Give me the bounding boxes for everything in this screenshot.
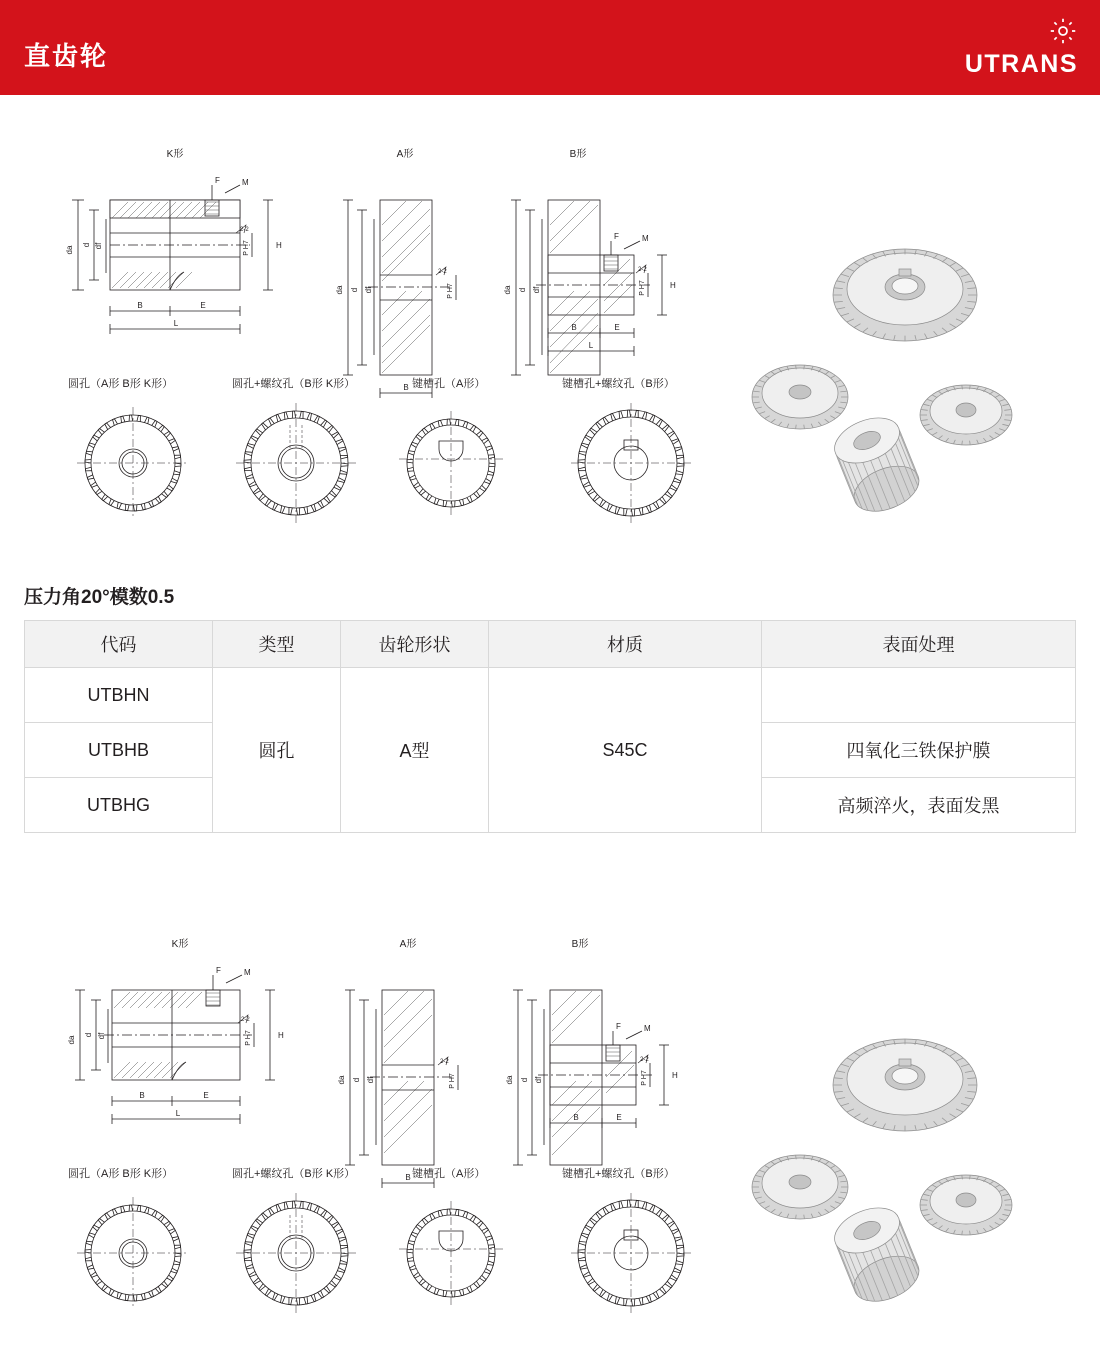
- svg-text:L: L: [175, 1109, 181, 1118]
- svg-text:H: H: [278, 1031, 284, 1040]
- gear-face-3-top: [399, 411, 503, 515]
- table-header-row: [25, 621, 1076, 668]
- gear-face-2-top: [236, 403, 356, 523]
- svg-text:P H7: P H7: [449, 1073, 456, 1089]
- gear-photo-cluster-bottom: [752, 1039, 1012, 1310]
- svg-text:B: B: [403, 383, 409, 392]
- svg-text:F: F: [614, 232, 619, 241]
- section-title: 压力角20°模数0.5: [24, 587, 175, 608]
- page-header: [0, 0, 1100, 95]
- drawing-caption-1-top: 圆孔（A形 B形 K形）: [68, 378, 174, 390]
- gear-face-1-top: [77, 407, 189, 519]
- drawing-caption-3-top: 键槽孔（A形）: [412, 378, 486, 390]
- gear-face-1-bottom: [77, 1197, 189, 1309]
- svg-text:2-2: 2-2: [241, 1017, 250, 1023]
- svg-text:M: M: [642, 234, 649, 243]
- page-title: 直齿轮: [24, 41, 109, 71]
- table-header-material: 材质: [489, 621, 762, 668]
- svg-text:B: B: [137, 301, 143, 310]
- svg-text:B: B: [573, 1113, 579, 1122]
- gear-face-2-bottom: [236, 1193, 356, 1313]
- svg-text:df: df: [364, 286, 373, 294]
- svg-text:B: B: [571, 323, 577, 332]
- gear-face-4-bottom: [571, 1193, 691, 1313]
- svg-text:F: F: [616, 1022, 621, 1031]
- svg-text:da: da: [505, 1075, 514, 1085]
- brand-name: UTRANS: [964, 50, 1078, 78]
- header-brand-area: [965, 16, 1078, 79]
- svg-text:P H7: P H7: [639, 280, 646, 296]
- svg-text:F: F: [215, 176, 220, 185]
- table-row: [25, 668, 1076, 723]
- cell-shape: A型: [341, 668, 489, 833]
- gear-face-4-top: [571, 403, 691, 523]
- svg-text:2-2: 2-2: [438, 269, 447, 275]
- svg-text:E: E: [616, 1113, 622, 1122]
- svg-text:da: da: [65, 245, 74, 255]
- svg-text:2-2: 2-2: [240, 227, 249, 233]
- technical-drawing-bottom: [0, 905, 1100, 1335]
- table-header-surface: 表面处理: [762, 621, 1076, 668]
- svg-text:d: d: [352, 1077, 361, 1083]
- view-label-b-bottom: B形: [571, 939, 589, 950]
- svg-text:2-2: 2-2: [640, 1057, 649, 1063]
- svg-text:L: L: [588, 341, 594, 350]
- drawing-caption-1-bottom: 圆孔（A形 B形 K形）: [68, 1168, 174, 1180]
- cell-surface: 高频淬火，表面发黑: [762, 778, 1076, 833]
- svg-text:L: L: [173, 319, 179, 328]
- cell-code: UTBHB: [25, 723, 213, 778]
- table-header-code: 代码: [25, 621, 213, 668]
- svg-text:P H7: P H7: [641, 1070, 648, 1086]
- spec-table: [24, 620, 1076, 833]
- table-header-type: 类型: [213, 621, 341, 668]
- svg-text:H: H: [670, 281, 676, 290]
- svg-text:P H7: P H7: [245, 1030, 252, 1046]
- svg-text:P H7: P H7: [447, 283, 454, 299]
- drawing-caption-3-bottom: 键槽孔（A形）: [412, 1168, 486, 1180]
- svg-text:H: H: [672, 1071, 678, 1080]
- drawing-block-top: [0, 115, 1100, 545]
- svg-text:B: B: [405, 1173, 411, 1182]
- svg-text:df: df: [534, 1076, 543, 1084]
- cell-code: UTBHG: [25, 778, 213, 833]
- drawing-caption-4-bottom: 键槽孔+螺纹孔（B形）: [562, 1168, 675, 1180]
- svg-text:2-2: 2-2: [440, 1059, 449, 1065]
- gear-face-3-bottom: [399, 1201, 503, 1305]
- svg-text:B: B: [139, 1091, 145, 1100]
- svg-text:df: df: [532, 286, 541, 294]
- table-header-shape: 齿轮形状: [341, 621, 489, 668]
- svg-text:df: df: [366, 1076, 375, 1084]
- svg-text:df: df: [94, 242, 103, 250]
- technical-drawing-top: [0, 115, 1100, 545]
- cell-code: UTBHN: [25, 668, 213, 723]
- drawing-caption-2-bottom: 圆孔+螺纹孔（B形 K形）: [232, 1168, 356, 1180]
- svg-text:E: E: [200, 301, 206, 310]
- view-label-b-top: B形: [569, 149, 587, 160]
- svg-text:E: E: [203, 1091, 209, 1100]
- view-label-a-bottom: A形: [399, 939, 417, 950]
- gear-icon: [1048, 16, 1078, 46]
- svg-text:d: d: [82, 242, 91, 248]
- svg-text:M: M: [644, 1024, 651, 1033]
- svg-text:2-2: 2-2: [638, 267, 647, 273]
- svg-text:M: M: [242, 178, 249, 187]
- svg-text:da: da: [67, 1035, 76, 1045]
- cell-type: 圆孔: [213, 668, 341, 833]
- svg-text:d: d: [520, 1077, 529, 1083]
- svg-text:P H7: P H7: [243, 240, 250, 256]
- svg-text:da: da: [335, 285, 344, 295]
- cell-material: S45C: [489, 668, 762, 833]
- svg-text:F: F: [216, 966, 221, 975]
- view-label-k-bottom: K形: [171, 939, 189, 950]
- svg-text:M: M: [244, 968, 251, 977]
- cell-surface: [762, 668, 1076, 723]
- svg-text:df: df: [97, 1032, 106, 1040]
- drawing-caption-2-top: 圆孔+螺纹孔（B形 K形）: [232, 378, 356, 390]
- drawing-block-bottom: [0, 905, 1100, 1335]
- svg-text:d: d: [350, 287, 359, 293]
- svg-text:d: d: [84, 1032, 93, 1038]
- cell-surface: 四氧化三铁保护膜: [762, 723, 1076, 778]
- svg-text:da: da: [337, 1075, 346, 1085]
- drawing-caption-4-top: 键槽孔+螺纹孔（B形）: [562, 378, 675, 390]
- view-label-a-top: A形: [396, 149, 414, 160]
- gear-photo-cluster-top: [752, 249, 1012, 520]
- view-label-k-top: K形: [166, 149, 184, 160]
- svg-text:da: da: [503, 285, 512, 295]
- svg-text:d: d: [518, 287, 527, 293]
- svg-text:H: H: [276, 241, 282, 250]
- svg-text:E: E: [614, 323, 620, 332]
